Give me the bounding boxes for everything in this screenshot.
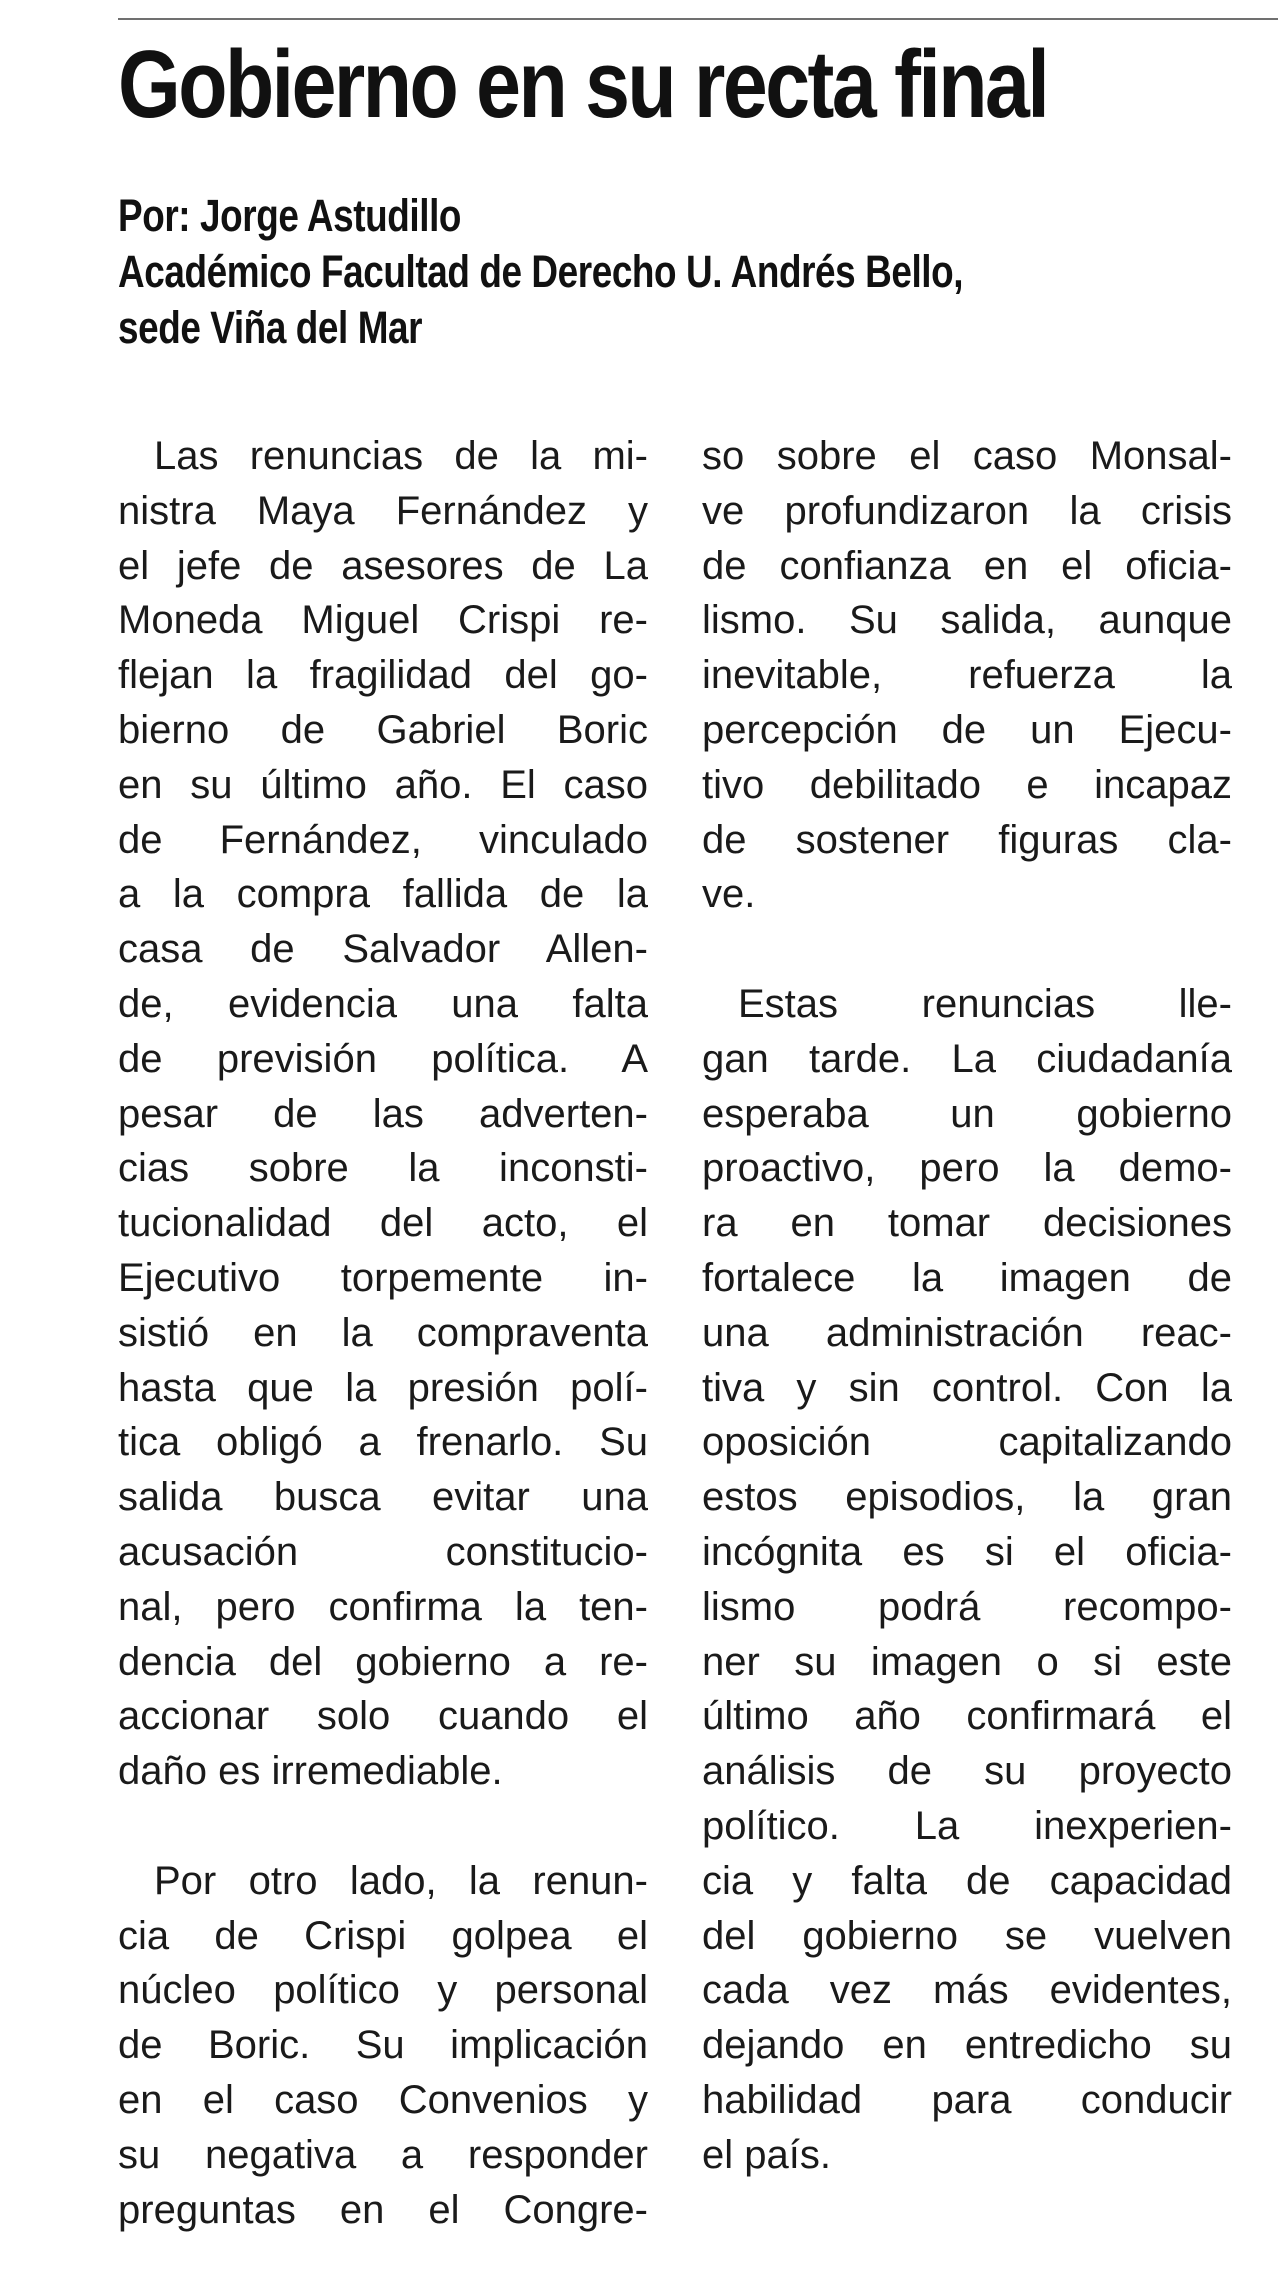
- text-line: de, evidencia una falta: [118, 981, 648, 1026]
- text-line: tucionalidad del acto, el: [118, 1201, 648, 1246]
- text-line: núcleo político y personal: [118, 1968, 648, 2013]
- text-line: de Boric. Su implicación: [118, 2023, 648, 2068]
- text-line: Moneda Miguel Crispi re-: [118, 598, 648, 643]
- byline-affiliation-1: Académico Facultad de Derecho U. Andrés Bello,: [118, 246, 964, 297]
- text-line: flejan la fragilidad del go-: [118, 653, 648, 698]
- text-line: cias sobre la inconsti-: [118, 1146, 648, 1191]
- left-column: [118, 429, 648, 2292]
- text-line: ra en tomar decisiones: [702, 1201, 1232, 1246]
- text-line: Estas renuncias lle-: [738, 981, 1232, 1026]
- byline-affiliation-2: sede Viña del Mar: [118, 302, 423, 353]
- article-headline: Gobierno en su recta final: [118, 31, 1048, 138]
- text-line: a la compra fallida de la: [118, 872, 648, 917]
- text-line: de Fernández, vinculado: [118, 817, 648, 862]
- text-line: sistió en la compraventa: [118, 1310, 648, 1355]
- text-line: en el caso Convenios y: [118, 2077, 648, 2122]
- text-line: incógnita es si el oficia-: [702, 1529, 1232, 1574]
- text-line: preguntas en el Congre-: [118, 2187, 648, 2232]
- text-line: bierno de Gabriel Boric: [118, 707, 648, 752]
- text-line: pesar de las adverten-: [118, 1091, 648, 1136]
- text-line: de previsión política. A: [118, 1036, 648, 1081]
- paragraph-2: [118, 1854, 648, 2238]
- text-line: nistra Maya Fernández y: [118, 488, 648, 533]
- text-line: esperaba un gobierno: [702, 1091, 1232, 1136]
- text-line: Ejecutivo torpemente in-: [118, 1255, 648, 1300]
- text-line: el jefe de asesores de La: [118, 543, 648, 588]
- text-line: Por otro lado, la renun-: [154, 1858, 648, 1903]
- text-line: una administración reac-: [702, 1310, 1232, 1355]
- top-rule: [118, 18, 1278, 20]
- text-line: ve profundizaron la crisis: [702, 488, 1232, 533]
- text-line: cada vez más evidentes,: [702, 1968, 1232, 2013]
- text-line: daño es irremediable.: [118, 1749, 503, 1794]
- text-line: casa de Salvador Allen-: [118, 927, 648, 972]
- byline-author: Por: Jorge Astudillo: [118, 190, 462, 241]
- text-line: nal, pero confirma la ten-: [118, 1584, 648, 1629]
- text-line: el país.: [702, 2132, 831, 2177]
- text-line: so sobre el caso Monsal-: [702, 434, 1232, 478]
- text-line: Las renuncias de la mi-: [154, 434, 648, 478]
- text-line: tica obligó a frenarlo. Su: [118, 1420, 648, 1465]
- text-line: estos episodios, la gran: [702, 1475, 1232, 1520]
- text-line: dencia del gobierno a re-: [118, 1639, 648, 1684]
- text-line: habilidad para conducir: [702, 2077, 1232, 2122]
- text-line: último año confirmará el: [702, 1694, 1232, 1739]
- byline: [118, 188, 1102, 356]
- text-line: ner su imagen o si este: [702, 1639, 1232, 1684]
- text-line: percepción de un Ejecu-: [702, 707, 1232, 752]
- paragraph-continued: [702, 429, 1232, 922]
- text-line: hasta que la presión polí-: [118, 1365, 648, 1410]
- text-line: tiva y sin control. Con la: [702, 1365, 1232, 1410]
- text-line: político. La inexperien-: [702, 1803, 1232, 1848]
- text-line: fortalece la imagen de: [702, 1255, 1232, 1300]
- paragraph-1: [118, 429, 648, 1799]
- text-line: su negativa a responder: [118, 2132, 648, 2177]
- text-line: lismo podrá recompo-: [702, 1584, 1232, 1629]
- text-line: inevitable, refuerza la: [702, 653, 1232, 698]
- text-line: acusación constitucio-: [118, 1529, 648, 1574]
- paragraph-3: [702, 977, 1232, 2183]
- text-line: en su último año. El caso: [118, 762, 648, 807]
- text-line: tivo debilitado e incapaz: [702, 762, 1232, 807]
- text-line: gan tarde. La ciudadanía: [702, 1036, 1232, 1081]
- text-line: del gobierno se vuelven: [702, 1913, 1232, 1958]
- text-line: análisis de su proyecto: [702, 1749, 1232, 1794]
- text-line: lismo. Su salida, aunque: [702, 598, 1232, 643]
- right-column: [702, 429, 1232, 2237]
- text-line: cia y falta de capacidad: [702, 1858, 1232, 1903]
- text-line: proactivo, pero la demo-: [702, 1146, 1232, 1191]
- text-line: ve.: [702, 872, 756, 917]
- text-line: de confianza en el oficia-: [702, 543, 1232, 588]
- text-line: oposición capitalizando: [702, 1420, 1232, 1465]
- text-line: accionar solo cuando el: [118, 1694, 648, 1739]
- text-line: dejando en entredicho su: [702, 2023, 1232, 2068]
- text-line: de sostener figuras cla-: [702, 817, 1232, 862]
- text-line: salida busca evitar una: [118, 1475, 648, 1520]
- text-line: cia de Crispi golpea el: [118, 1913, 648, 1958]
